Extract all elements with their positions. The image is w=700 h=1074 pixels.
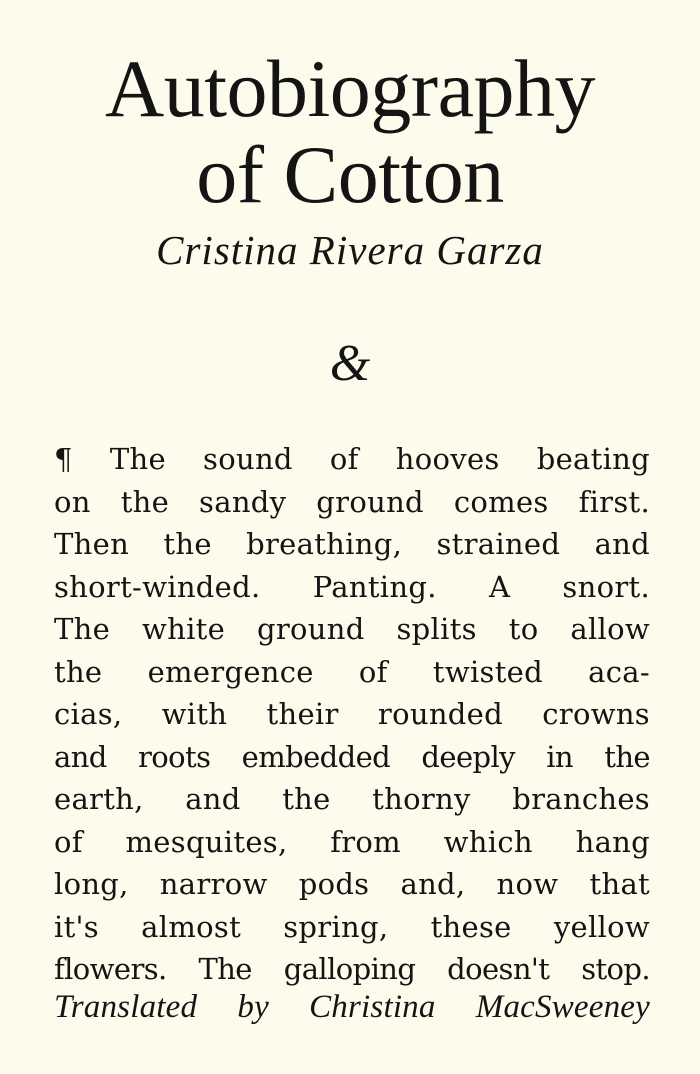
translator-credit: Translated by Christina MacSweeney — [54, 989, 650, 1025]
book-title-line-2: of Cotton — [196, 129, 504, 220]
excerpt-line: it's almost spring, these yellow — [54, 909, 650, 944]
author-name: Cristina Rivera Garza — [156, 227, 544, 273]
excerpt-line: ¶ The sound of hooves beating — [54, 442, 650, 476]
excerpt-line: Then the breathing, strained and — [54, 527, 650, 561]
ampersand-ornament: & — [329, 335, 371, 392]
excerpt-text — [54, 438, 650, 991]
excerpt-line: earth, and the thorny branches — [54, 782, 650, 816]
excerpt-line: long, narrow pods and, now that — [54, 867, 650, 901]
excerpt-line: flowers. The galloping doesn't stop. — [54, 952, 650, 986]
excerpt-line: of mesquites, from which hang — [54, 824, 650, 859]
book-title-line-1: Autobiography — [105, 43, 595, 134]
excerpt-line: short-winded. Panting. A snort. — [54, 569, 650, 604]
excerpt-line: and roots embedded deeply in the — [54, 739, 650, 774]
excerpt-line: the emergence of twisted aca- — [54, 654, 650, 689]
excerpt-line: on the sandy ground comes first. — [54, 484, 650, 519]
excerpt-line: The white ground splits to allow — [54, 612, 650, 646]
excerpt-line: cias, with their rounded crowns — [54, 697, 650, 731]
